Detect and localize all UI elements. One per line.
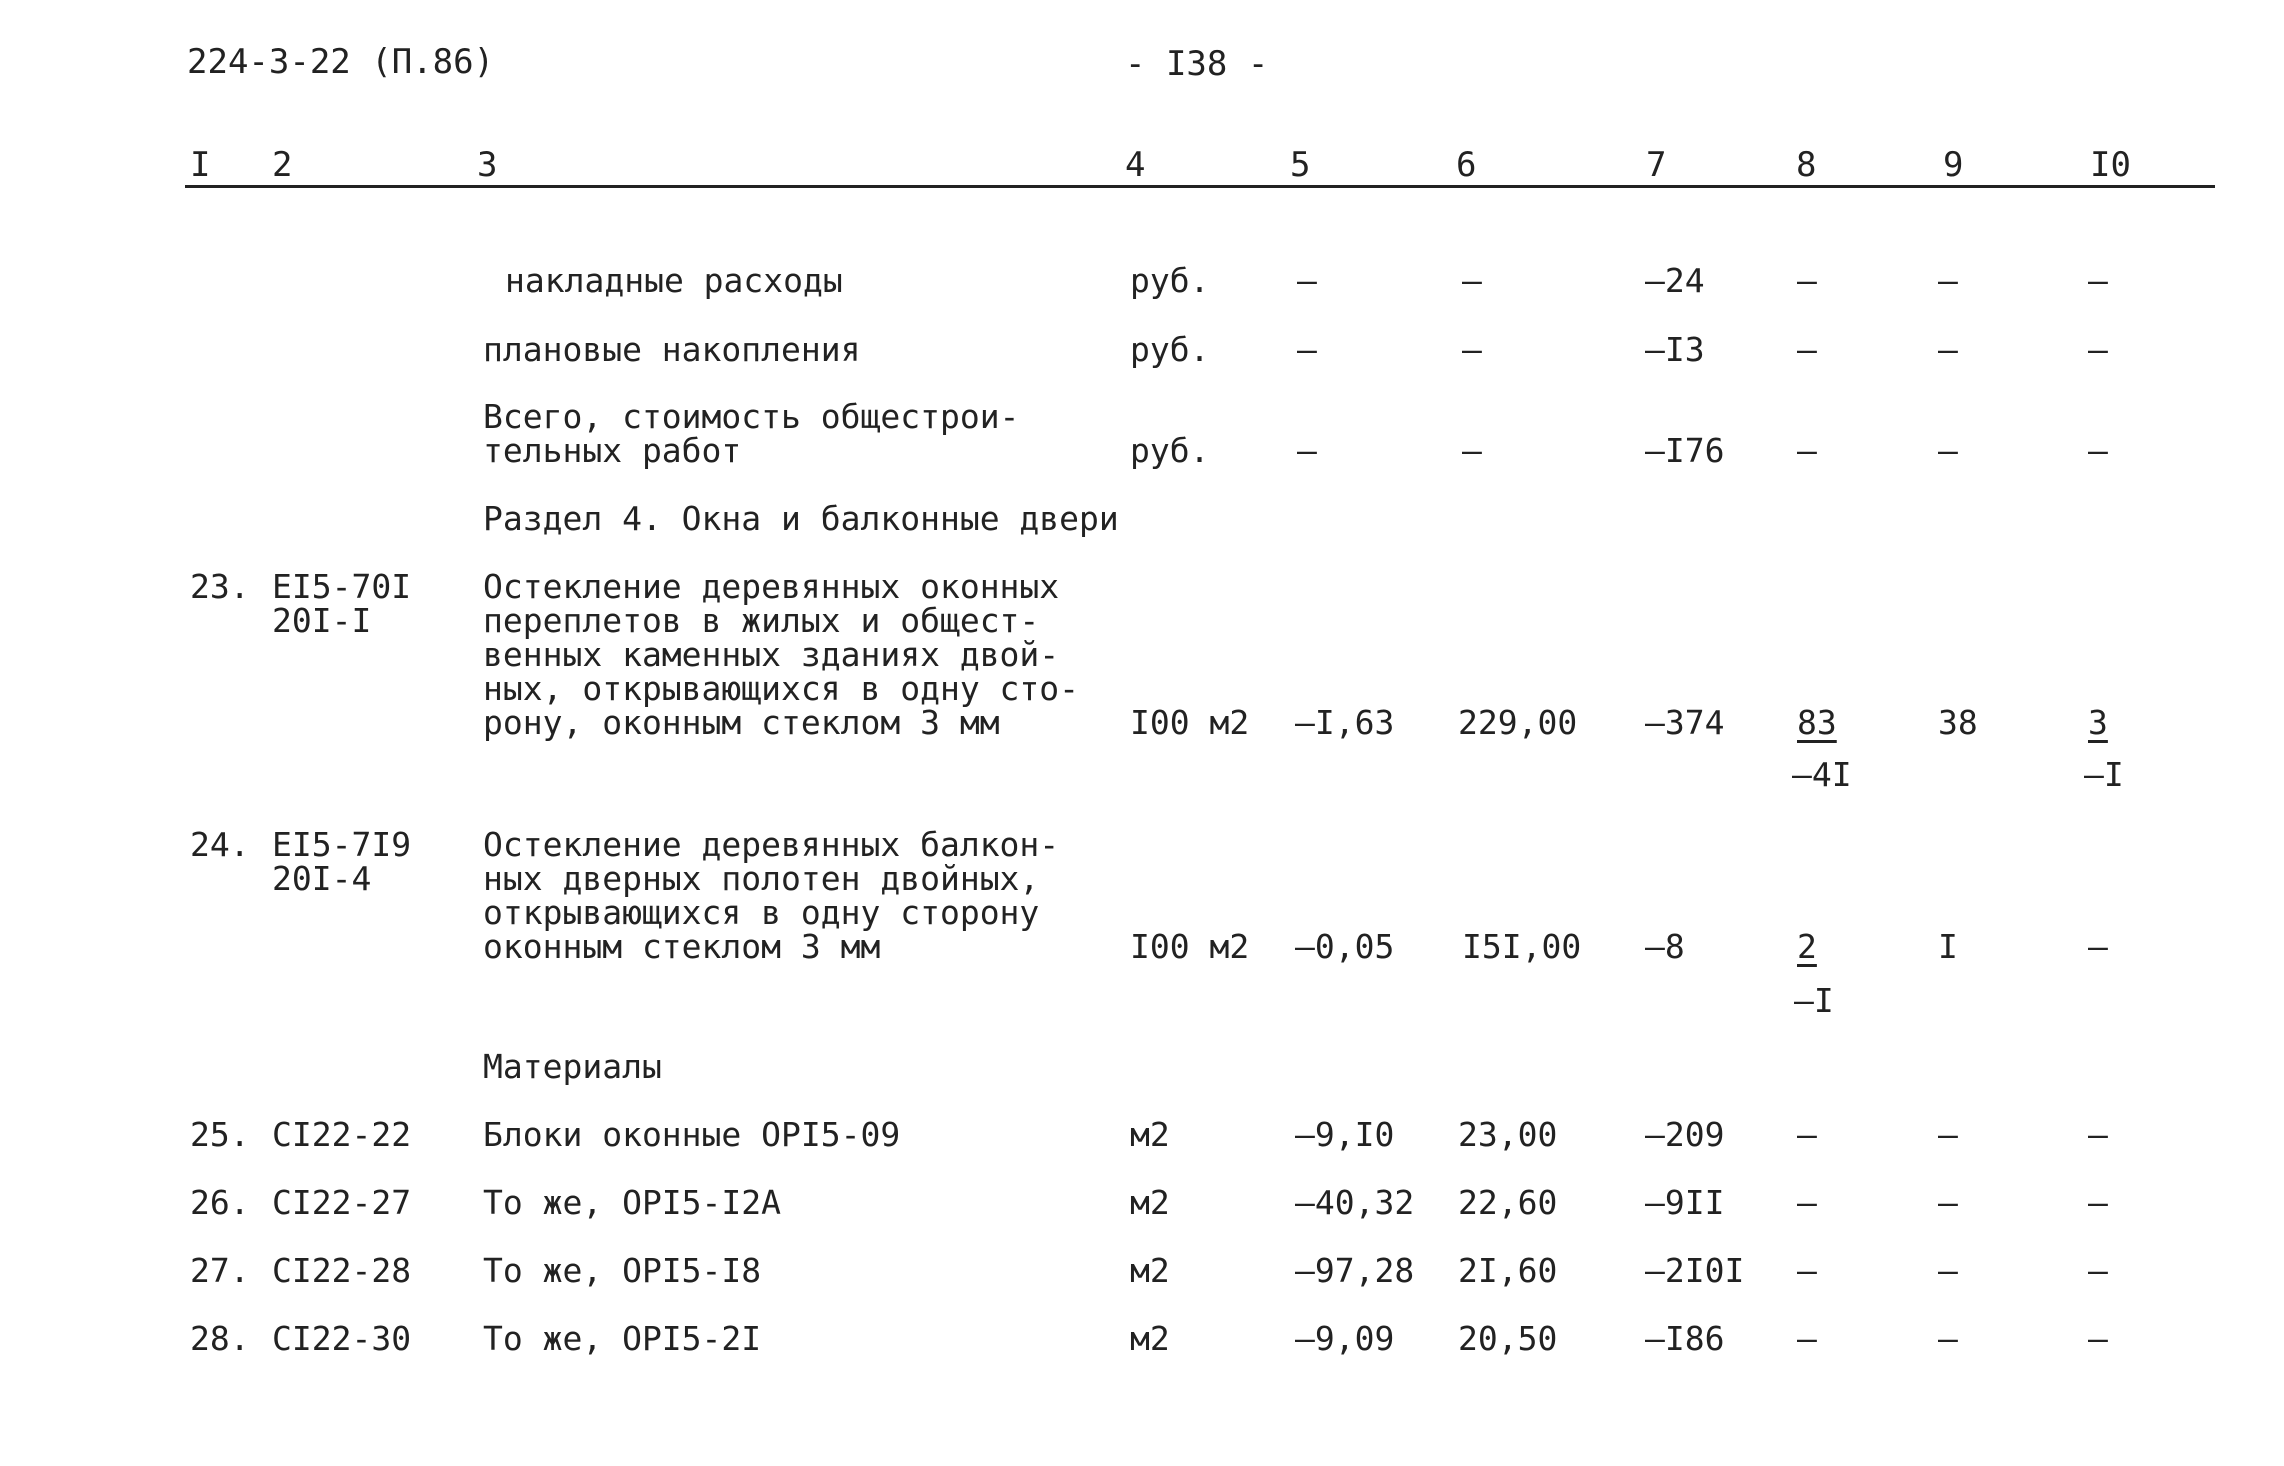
row-description: Блоки оконные ОРI5-09 [483, 1115, 901, 1154]
row-col7: –2I0I [1645, 1251, 1745, 1290]
row-col7: –374 [1645, 703, 1725, 742]
row-col10: – [2088, 1251, 2108, 1290]
row-description: Остекление деревянных балкон- ных дверных полотен двойных, открывающихся в одну сторону оконным стеклом 3 мм [483, 825, 1060, 966]
row-unit: I00 м2 [1130, 927, 1250, 966]
row-code-secondary: 20I-4 [272, 859, 372, 898]
col-header-5: 5 [1290, 145, 1311, 185]
row-col5: – [1297, 431, 1317, 470]
row-description: плановые накопления [483, 330, 861, 369]
row-unit: руб. [1130, 431, 1210, 470]
row-unit: I00 м2 [1130, 703, 1250, 742]
row-col8-numerator: 2 [1797, 927, 1817, 966]
row-description: Остекление деревянных оконных переплетов в жилых и общест- венных каменных зданиях двой- ных, открывающихся в одну сто- рону, оконным стеклом 3 мм [483, 567, 1080, 742]
row-col5: –0,05 [1295, 927, 1395, 966]
row-col10-denominator: –I [2084, 755, 2124, 794]
row-col7: –I76 [1645, 431, 1725, 470]
col-header-7: 7 [1646, 145, 1667, 185]
row-code: CI22-28 [272, 1251, 412, 1290]
col-header-2: 2 [272, 145, 293, 185]
col-header-10: I0 [2090, 145, 2131, 185]
row-col9: I [1938, 927, 1958, 966]
header-rule [185, 185, 2215, 188]
row-unit: м2 [1130, 1115, 1170, 1154]
row-unit: руб. [1130, 261, 1210, 300]
row-unit: м2 [1130, 1251, 1170, 1290]
row-description: То же, ОРI5-I8 [483, 1251, 762, 1290]
section-subheading: Материалы [483, 1047, 662, 1086]
row-col7: –24 [1645, 261, 1705, 300]
page-number: - I38 - [1125, 44, 1269, 84]
col-header-8: 8 [1796, 145, 1817, 185]
row-code-secondary: 20I-I [272, 601, 372, 640]
row-description: Всего, стоимость общестрои- тельных работ [483, 397, 1020, 470]
row-col5: –9,09 [1295, 1319, 1395, 1358]
row-col7: –I3 [1645, 330, 1705, 369]
section-heading: Раздел 4. Окна и балконные двери [483, 499, 1119, 538]
row-col5: – [1297, 261, 1317, 300]
row-col10: – [2088, 431, 2108, 470]
col-header-4: 4 [1125, 145, 1146, 185]
row-col8-denominator: –4I [1792, 755, 1852, 794]
row-code: CI22-22 [272, 1115, 412, 1154]
row-col8: – [1797, 330, 1817, 369]
row-code: CI22-30 [272, 1319, 412, 1358]
row-col6: – [1462, 431, 1482, 470]
row-col9: – [1938, 1115, 1958, 1154]
row-description: То же, ОРI5-I2А [483, 1183, 782, 1222]
row-code: EI5-70I [272, 567, 412, 606]
row-col6: 20,50 [1458, 1319, 1558, 1358]
row-col10: – [2088, 1319, 2108, 1358]
col-header-6: 6 [1456, 145, 1477, 185]
row-unit: м2 [1130, 1319, 1170, 1358]
row-col5: –97,28 [1295, 1251, 1415, 1290]
row-unit: руб. [1130, 330, 1210, 369]
row-col5: – [1297, 330, 1317, 369]
row-col10: – [2088, 927, 2108, 966]
doc-code: 224-3-22 (П.86) [187, 42, 495, 82]
row-number: 28. [190, 1319, 250, 1358]
row-col6: 22,60 [1458, 1183, 1558, 1222]
row-col9: – [1938, 1251, 1958, 1290]
row-code: EI5-7I9 [272, 825, 412, 864]
row-col7: –8 [1645, 927, 1685, 966]
col-header-9: 9 [1943, 145, 1964, 185]
row-col10: – [2088, 1183, 2108, 1222]
row-col6: 2I,60 [1458, 1251, 1558, 1290]
row-col9: – [1938, 1183, 1958, 1222]
row-number: 25. [190, 1115, 250, 1154]
row-number: 26. [190, 1183, 250, 1222]
row-col10: – [2088, 1115, 2108, 1154]
row-col5: –I,63 [1295, 703, 1395, 742]
row-col9: – [1938, 431, 1958, 470]
row-number: 27. [190, 1251, 250, 1290]
row-col8: – [1797, 431, 1817, 470]
row-number: 23. [190, 567, 250, 606]
row-col10-numerator: 3 [2088, 703, 2108, 742]
row-col8: – [1797, 1319, 1817, 1358]
row-col6: 229,00 [1458, 703, 1578, 742]
row-unit: м2 [1130, 1183, 1170, 1222]
row-col9: – [1938, 330, 1958, 369]
row-col7: –9II [1645, 1183, 1725, 1222]
row-col7: –I86 [1645, 1319, 1725, 1358]
col-header-1: I [190, 145, 211, 185]
row-col9: – [1938, 1319, 1958, 1358]
row-description: То же, ОРI5-2I [483, 1319, 762, 1358]
row-col7: –209 [1645, 1115, 1725, 1154]
row-col8-denominator: –I [1794, 981, 1834, 1020]
row-col10: – [2088, 261, 2108, 300]
row-col5: –40,32 [1295, 1183, 1415, 1222]
row-col6: I5I,00 [1462, 927, 1582, 966]
row-col6: – [1462, 261, 1482, 300]
row-col8: – [1797, 261, 1817, 300]
row-col9: 38 [1938, 703, 1978, 742]
row-code: CI22-27 [272, 1183, 412, 1222]
row-col5: –9,I0 [1295, 1115, 1395, 1154]
row-col6: – [1462, 330, 1482, 369]
col-header-3: 3 [477, 145, 498, 185]
row-col8: – [1797, 1251, 1817, 1290]
row-col9: – [1938, 261, 1958, 300]
row-col8: – [1797, 1115, 1817, 1154]
row-description: накладные расходы [505, 261, 843, 300]
row-number: 24. [190, 825, 250, 864]
row-col8: – [1797, 1183, 1817, 1222]
row-col10: – [2088, 330, 2108, 369]
row-col8-numerator: 83 [1797, 703, 1837, 742]
row-col6: 23,00 [1458, 1115, 1558, 1154]
